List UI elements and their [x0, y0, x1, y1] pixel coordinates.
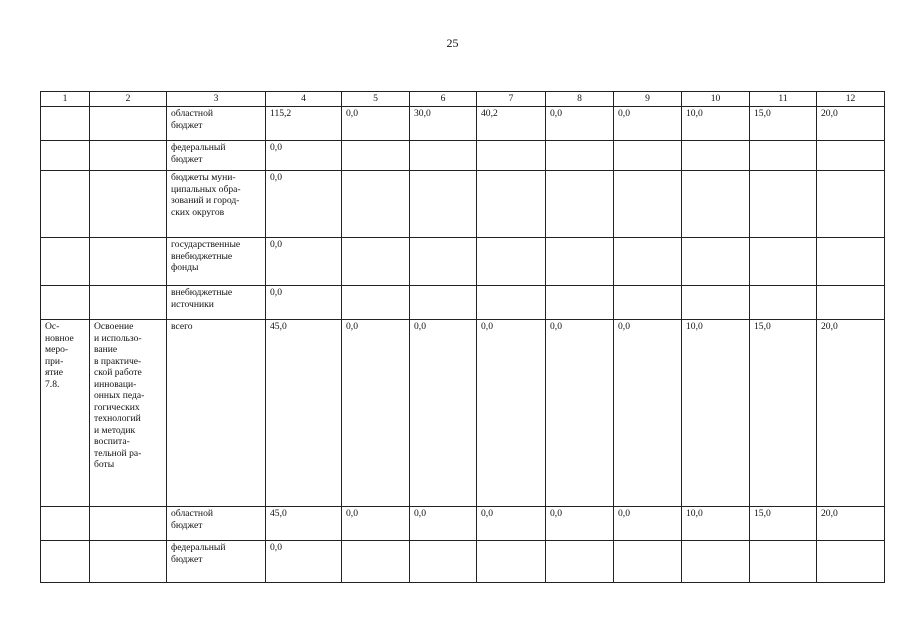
column-header: 10	[682, 92, 750, 107]
value-cell	[614, 238, 682, 286]
column-header: 2	[90, 92, 167, 107]
budget-table	[40, 91, 885, 583]
value-cell: 45,0	[266, 507, 342, 541]
value-cell: 10,0	[682, 320, 750, 507]
value-cell	[410, 171, 477, 238]
value-cell: 45,0	[266, 320, 342, 507]
measure-number-cell	[41, 238, 90, 286]
table-row	[41, 286, 885, 320]
table-row	[41, 507, 885, 541]
value-cell: 0,0	[614, 320, 682, 507]
value-cell	[342, 141, 410, 171]
column-header: 11	[750, 92, 817, 107]
value-cell	[614, 286, 682, 320]
measure-number-cell	[41, 286, 90, 320]
value-cell	[750, 171, 817, 238]
measure-name-cell	[90, 286, 167, 320]
column-header: 9	[614, 92, 682, 107]
column-header: 7	[477, 92, 546, 107]
value-cell	[342, 238, 410, 286]
measure-name-cell	[90, 141, 167, 171]
value-cell	[750, 238, 817, 286]
value-cell	[477, 286, 546, 320]
table-row	[41, 141, 885, 171]
value-cell	[546, 286, 614, 320]
value-cell: 0,0	[477, 320, 546, 507]
value-cell: 20,0	[817, 507, 885, 541]
measure-number-cell	[41, 507, 90, 541]
value-cell	[614, 541, 682, 583]
table-row	[41, 171, 885, 238]
measure-number-cell	[41, 141, 90, 171]
value-cell	[682, 286, 750, 320]
value-cell: 0,0	[546, 320, 614, 507]
value-cell: 115,2	[266, 107, 342, 141]
value-cell	[817, 171, 885, 238]
funding-source-cell: федеральный бюджет	[167, 141, 266, 171]
measure-number-cell	[41, 171, 90, 238]
measure-name-cell	[90, 541, 167, 583]
table-row	[41, 541, 885, 583]
column-header: 1	[41, 92, 90, 107]
value-cell: 0,0	[477, 507, 546, 541]
value-cell: 15,0	[750, 320, 817, 507]
funding-source-cell: областной бюджет	[167, 107, 266, 141]
value-cell	[614, 171, 682, 238]
funding-source-cell: областной бюджет	[167, 507, 266, 541]
value-cell	[682, 541, 750, 583]
value-cell: 40,2	[477, 107, 546, 141]
column-header: 4	[266, 92, 342, 107]
value-cell	[477, 541, 546, 583]
value-cell	[546, 238, 614, 286]
value-cell	[342, 286, 410, 320]
value-cell	[477, 238, 546, 286]
value-cell: 30,0	[410, 107, 477, 141]
value-cell: 0,0	[614, 507, 682, 541]
value-cell	[817, 286, 885, 320]
value-cell: 0,0	[266, 286, 342, 320]
value-cell: 0,0	[546, 107, 614, 141]
value-cell	[410, 141, 477, 171]
funding-source-cell: внебюджетные источники	[167, 286, 266, 320]
funding-source-cell: всего	[167, 320, 266, 507]
value-cell: 15,0	[750, 507, 817, 541]
value-cell: 15,0	[750, 107, 817, 141]
measure-name-cell	[90, 507, 167, 541]
value-cell: 20,0	[817, 320, 885, 507]
value-cell: 0,0	[614, 107, 682, 141]
column-header: 12	[817, 92, 885, 107]
value-cell: 10,0	[682, 107, 750, 141]
funding-source-cell: федеральный бюджет	[167, 541, 266, 583]
value-cell: 10,0	[682, 507, 750, 541]
measure-name-cell	[90, 107, 167, 141]
value-cell: 0,0	[342, 320, 410, 507]
value-cell	[410, 238, 477, 286]
value-cell: 0,0	[342, 507, 410, 541]
value-cell	[342, 171, 410, 238]
value-cell	[750, 541, 817, 583]
table-row	[41, 107, 885, 141]
measure-number-cell	[41, 541, 90, 583]
table-row	[41, 320, 885, 507]
column-header: 8	[546, 92, 614, 107]
column-header: 3	[167, 92, 266, 107]
funding-source-cell: бюджеты муни- ципальных обра- зований и город- ских округов	[167, 171, 266, 238]
value-cell	[546, 141, 614, 171]
value-cell	[750, 286, 817, 320]
value-cell	[682, 238, 750, 286]
value-cell: 0,0	[546, 507, 614, 541]
measure-name-cell: Освоение и использо- вание в практиче- ской работе инноваци- онных педа- гогических технологий и методик воспита- тельной ра- боты	[90, 320, 167, 507]
value-cell	[817, 141, 885, 171]
value-cell: 0,0	[410, 320, 477, 507]
value-cell: 0,0	[266, 141, 342, 171]
column-header: 5	[342, 92, 410, 107]
measure-name-cell	[90, 238, 167, 286]
value-cell: 0,0	[266, 238, 342, 286]
value-cell: 0,0	[266, 171, 342, 238]
value-cell	[817, 238, 885, 286]
value-cell	[546, 171, 614, 238]
value-cell	[342, 541, 410, 583]
value-cell: 20,0	[817, 107, 885, 141]
value-cell: 0,0	[266, 541, 342, 583]
value-cell	[546, 541, 614, 583]
value-cell: 0,0	[410, 507, 477, 541]
value-cell	[477, 171, 546, 238]
measure-number-cell	[41, 107, 90, 141]
value-cell	[477, 141, 546, 171]
header-row	[41, 92, 885, 107]
value-cell: 0,0	[342, 107, 410, 141]
value-cell	[410, 541, 477, 583]
value-cell	[614, 141, 682, 171]
page-number: 25	[446, 36, 459, 50]
value-cell	[682, 141, 750, 171]
value-cell	[410, 286, 477, 320]
value-cell	[682, 171, 750, 238]
table-row	[41, 238, 885, 286]
column-header: 6	[410, 92, 477, 107]
value-cell	[817, 541, 885, 583]
funding-source-cell: государственные внебюджетные фонды	[167, 238, 266, 286]
measure-number-cell: Ос- новное меро- при- ятие 7.8.	[41, 320, 90, 507]
measure-name-cell	[90, 171, 167, 238]
value-cell	[750, 141, 817, 171]
